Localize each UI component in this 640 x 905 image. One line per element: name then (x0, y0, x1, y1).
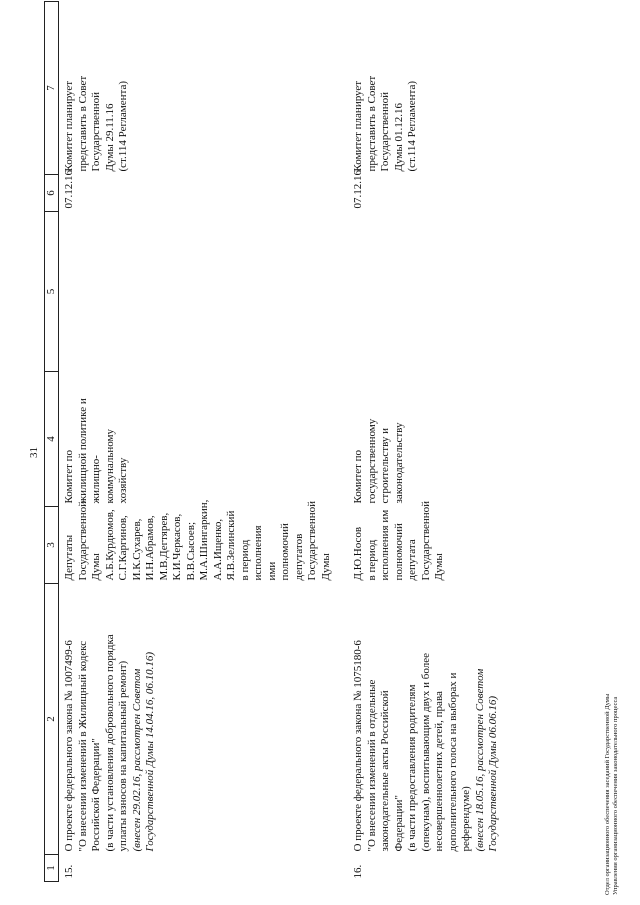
initiator-line: И.К.Сухарев, (130, 518, 143, 581)
initiator-line: С.Г.Каргинов, (117, 515, 129, 581)
committee-line: законодательству (392, 422, 405, 504)
initiator-line: Государственной (419, 500, 432, 581)
initiator-line: Депутаты (63, 534, 75, 581)
initiator-line: депутатов (292, 533, 305, 581)
note-line: Государственной (379, 91, 391, 172)
note-cell (342, 2, 583, 175)
initiator-line: в период (238, 539, 251, 581)
note-line: представить в Совет (365, 75, 378, 172)
initiator-line: М.В.Дегтярев, (157, 512, 170, 581)
bill-line: "О внесении изменений в Жилищный кодекс (76, 640, 89, 852)
initiator-line: А.А.Ищенко, (211, 518, 224, 581)
initiator-line: Думы (90, 553, 102, 581)
note-line: (ст.114 Регламента) (406, 80, 418, 172)
column-header-4: 4 (45, 372, 59, 507)
bill-line: "О внесении изменений в отдельные (365, 679, 378, 852)
committee-line: государственному (365, 418, 378, 504)
initiator-line: Думы (433, 553, 445, 581)
note-line: Комитет планирует (352, 80, 364, 172)
initiators (342, 500, 583, 584)
committee (59, 372, 343, 507)
note-line: (ст.114 Регламента) (117, 80, 129, 172)
bill-line: (опекунам), воспитывающим двух и более (419, 653, 432, 852)
bill-line: несовершеннолетних детей, права (433, 691, 445, 852)
bill-line: (в части установления добровольного порядка (103, 634, 116, 852)
note-line: Думы 01.12.16 (392, 103, 405, 172)
committee-line: коммунальному (103, 428, 116, 504)
column-header-5: 5 (45, 212, 59, 372)
bill-line: Федерации" (392, 795, 405, 852)
committee-line: жилищно- (90, 455, 102, 504)
initiator-line: Государственной (76, 500, 89, 581)
initiator-line: в период (365, 539, 378, 581)
initiator-line: исполнения ими (252, 525, 278, 581)
initiator-line: Государственной (306, 500, 318, 581)
row-number: 16. (352, 864, 364, 879)
committee-line: Комитет по (63, 449, 75, 504)
initiator-line: депутата (406, 539, 418, 581)
bill-note-line: (внесен 29.02.16, рассмотрен Советом (130, 668, 143, 852)
initiator-line: Д.Ю.Носов (352, 526, 364, 581)
bill-line: законодательные акты Российской (379, 690, 391, 852)
note-line: представить в Совет (76, 75, 89, 172)
initiator-line: исполнения им (379, 509, 391, 581)
initiator-line: полномочий (392, 523, 405, 581)
date-cell: 07.12.16 (63, 170, 75, 209)
committee-line: строительству и (379, 427, 391, 504)
table-row (59, 2, 343, 882)
initiator-line: В.В.Сысоев; (184, 521, 197, 581)
column-header-6: 6 (45, 175, 59, 212)
bill-line: Российской Федерации" (90, 738, 102, 852)
bill-description (59, 584, 343, 855)
bill-description (342, 584, 583, 855)
committee-line: Комитет по (352, 449, 364, 504)
initiator-line: И.Н.Абрамов, (144, 515, 156, 581)
initiator-line: А.Б.Курдюмов, (103, 509, 116, 581)
column-header-1: 1 (45, 855, 59, 882)
table-header-row (45, 2, 59, 882)
footer-line: Управления организационного обеспечения законодательного процесса (612, 696, 619, 895)
bill-line: О проекте федерального закона № 1075180-6 (352, 640, 364, 852)
footer (604, 694, 620, 895)
page-number: 31 (28, 447, 40, 458)
column-5-cell (59, 212, 343, 372)
bill-line: О проекте федерального закона № 1007499-6 (63, 640, 75, 852)
column-header-3: 3 (45, 507, 59, 584)
note-line: Думы 29.11.16 (103, 103, 116, 172)
table-row (342, 2, 583, 882)
bill-line: референдуме) (460, 786, 472, 852)
initiator-line: Я.В.Зелинский (225, 510, 237, 581)
column-header-2: 2 (45, 584, 59, 855)
initiator-line: полномочий (279, 523, 291, 581)
bills-table (44, 1, 583, 882)
bill-note-line: Государственной Думы 14.04.16, 06.10.16) (144, 651, 156, 852)
column-header-7: 7 (45, 2, 59, 175)
bill-line: уплаты взносов на капитальный ремонт) (117, 660, 129, 852)
date-cell: 07.12.16 (352, 170, 364, 209)
row-number: 15. (63, 864, 75, 879)
bill-note-line: (внесен 18.05.16, рассмотрен Советом (473, 668, 486, 852)
committee-line: хозяйству (117, 457, 129, 504)
initiator-line: Думы (319, 553, 332, 581)
initiator-line: М.А.Шингаркин, (198, 499, 210, 581)
footer-line: Отдел организационного обеспечения заседаний Государственной Думы (604, 693, 611, 895)
initiators (59, 499, 343, 584)
bill-line: дополнительного голоса на выборах и (446, 672, 459, 852)
initiator-line: К.И.Черкасов, (171, 513, 183, 581)
bill-line: (в части предоставления родителям (406, 684, 418, 852)
bill-note-line: Государственной Думы 06.06.16) (487, 695, 499, 852)
committee-line: жилищной политике и (76, 398, 89, 504)
note-line: Комитет планирует (63, 80, 75, 172)
committee (342, 372, 583, 507)
note-line: Государственной (90, 91, 102, 172)
column-5-cell (342, 212, 583, 372)
note-cell (59, 2, 343, 175)
